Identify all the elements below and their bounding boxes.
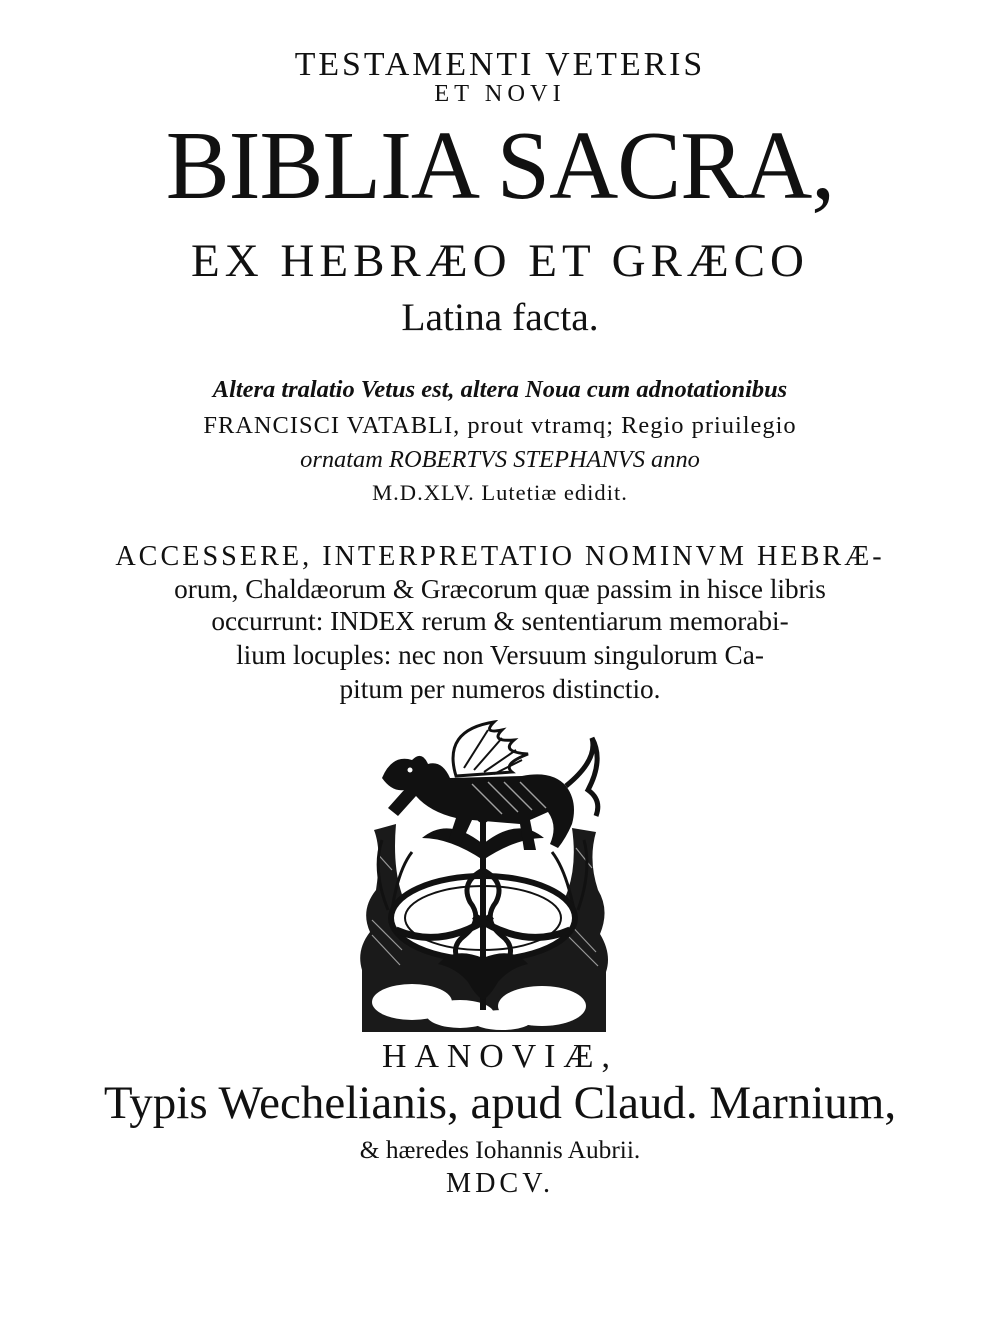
- accessere-line-4: lium locuples: nec non Versuum singulorum Ca-: [236, 640, 764, 670]
- accessere-line-1: ACCESSERE, INTERPRETATIO NOMINVM HEBRÆ-: [115, 541, 885, 572]
- imprint-heirs: & hæredes Iohannis Aubrii.: [359, 1136, 641, 1164]
- title-line-et-novi: ET NOVI: [434, 80, 566, 107]
- accessere-line-5: pitum per numeros distinctio.: [339, 674, 661, 704]
- description-line-2: FRANCISCI VATABLI, prout vtramq; Regio priuilegio: [203, 412, 797, 439]
- description-line-4: M.D.XLV. Lutetiæ edidit.: [372, 480, 628, 505]
- imprint-year: MDCV.: [446, 1168, 554, 1199]
- description-line-3: ornatam ROBERTVS STEPHANVS anno: [300, 446, 700, 473]
- main-title: BIBLIA SACRA,: [165, 112, 835, 220]
- title-line-latina-facta: Latina facta.: [401, 295, 599, 339]
- accessere-line-2: orum, Chaldæorum & Græcorum quæ passim in hisce libris: [174, 574, 826, 604]
- pegasus-caduceus-device: [352, 720, 614, 1032]
- title-line-testamenti-veteris: TESTAMENTI VETERIS: [294, 46, 706, 83]
- title-line-ex-hebraeo: EX HEBRÆO ET GRÆCO: [191, 235, 809, 287]
- accessere-line-3: occurrunt: INDEX rerum & sententiarum memorabi-: [211, 606, 789, 636]
- imprint-printer: Typis Wechelianis, apud Claud. Marnium,: [103, 1077, 897, 1129]
- description-line-1: Altera tralatio Vetus est, altera Noua cum adnotationibus: [212, 376, 788, 403]
- imprint-place: HANOVIÆ,: [382, 1038, 618, 1075]
